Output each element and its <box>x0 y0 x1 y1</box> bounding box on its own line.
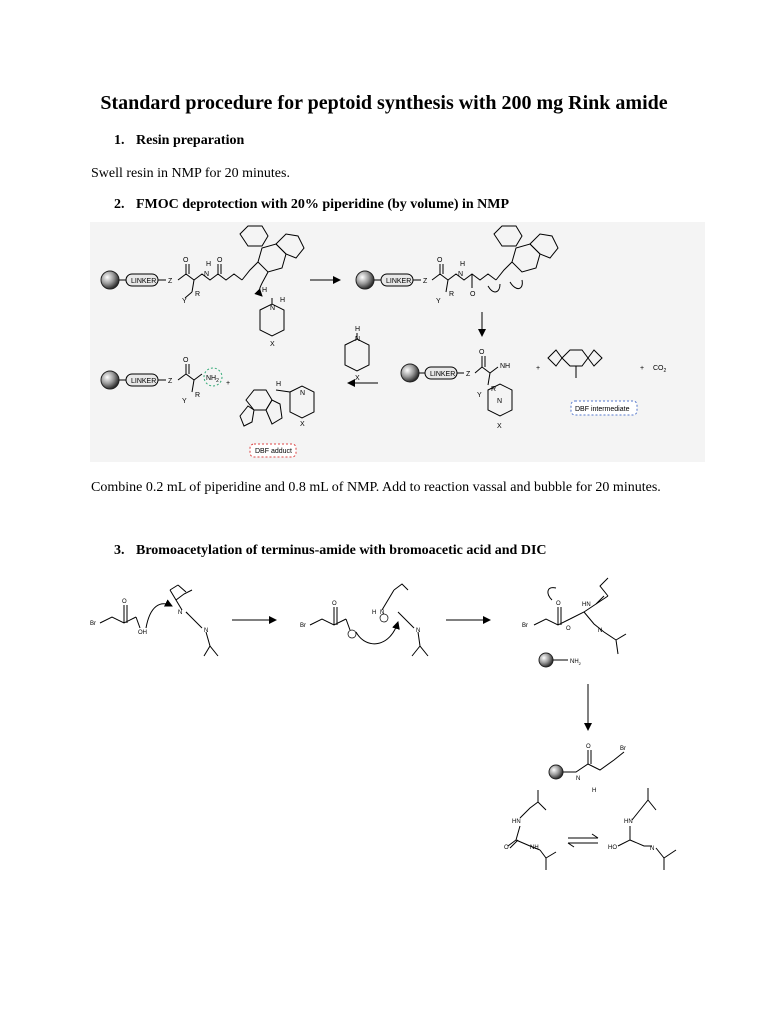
nh-label-s2: NH <box>530 845 539 851</box>
n2-label: N <box>270 305 276 312</box>
section-2-number: 2. <box>114 197 125 212</box>
o-label-s2e: O <box>586 744 591 750</box>
scheme2-isourea-tautomer <box>618 788 676 870</box>
br-label-3: Br <box>522 623 528 629</box>
o-label-2: O <box>437 257 443 264</box>
o-label-s2c: O <box>556 601 561 607</box>
co2-label: $CO_2$ <box>653 365 667 374</box>
equilibrium-arrows <box>568 834 598 847</box>
section-3-number: 3. <box>114 543 125 558</box>
n-label-s2b: N <box>204 628 209 634</box>
o3-label-2: O <box>470 291 476 298</box>
nh2-label-s2: $NH_2$ <box>570 659 581 666</box>
paragraph-swell-resin: Swell resin in NMP for 20 minutes. <box>91 166 290 181</box>
z-label-4: Z <box>168 378 173 385</box>
n-label-s2c: N <box>380 610 385 616</box>
scheme2-urea-labels <box>504 819 539 851</box>
n-label-s2e: N <box>598 628 603 634</box>
dbf-adduct-label: DBF adduct <box>255 448 292 455</box>
n-label-pip: N <box>355 336 361 343</box>
z-label: Z <box>168 278 173 285</box>
scheme2-intermediate-labels <box>300 601 420 634</box>
o2-label: O <box>217 257 223 264</box>
hn-label-2: HN <box>512 819 521 825</box>
plus-label-1: + <box>536 365 541 372</box>
r-label-2: R <box>449 291 455 298</box>
n-label-s2f: N <box>576 776 581 782</box>
x-label: X <box>270 341 275 348</box>
h-label-s2: H <box>372 610 377 616</box>
h-label-s2b: H <box>592 788 597 794</box>
h-label-pip: H <box>355 326 361 333</box>
o-label-s2f: O <box>504 845 509 851</box>
x-label-4: X <box>300 421 305 428</box>
n-label-s2a: N <box>178 610 183 616</box>
resin-bead <box>101 271 119 289</box>
n-label: N <box>204 271 210 278</box>
document-title: Standard procedure for peptoid synthesis with 200 mg Rink amide <box>100 92 668 114</box>
linker-label: LINKER <box>131 278 157 285</box>
z-label-3: Z <box>466 371 471 378</box>
z-label-2: Z <box>423 278 428 285</box>
y-label: Y <box>182 298 187 305</box>
paragraph-piperidine: Combine 0.2 mL of piperidine and 0.8 mL of NMP. Add to reaction vassal and bubble for 20 minutes. <box>91 480 661 495</box>
section-1-title: Resin preparation <box>136 133 245 148</box>
o-label-3: O <box>479 349 485 356</box>
hn-label-3: HN <box>624 819 633 825</box>
n-label-3: N <box>497 398 503 405</box>
plus-label-3: + <box>226 380 231 387</box>
plus-label-2: + <box>640 365 645 372</box>
o-label-s2d: O <box>566 626 571 632</box>
scheme2-ester-labels <box>522 601 602 666</box>
n-label-s2d: N <box>416 628 421 634</box>
br-label-4: Br <box>620 746 626 752</box>
o-label-s2b: O <box>332 601 337 607</box>
r-label-4: R <box>195 392 201 399</box>
linker-label-3: LINKER <box>430 371 456 378</box>
n-label-2: N <box>458 271 464 278</box>
scheme2-bromoacetic-acid <box>100 585 218 656</box>
r-label-3: R <box>491 386 497 393</box>
y-label-2: Y <box>436 298 441 305</box>
scheme2-intermediate <box>310 584 428 656</box>
n-label-4: N <box>300 390 306 397</box>
nh-label-3: NH <box>500 363 511 370</box>
scheme2-isourea-labels <box>608 819 654 852</box>
linker-label-4: LINKER <box>131 378 157 385</box>
section-2-title: FMOC deprotection with 20% piperidine (by volume) in NMP <box>136 197 510 212</box>
h4-label: H <box>280 297 286 304</box>
o-label-4: O <box>183 357 189 364</box>
h-label-2: H <box>460 261 466 268</box>
nh2-label: $NH_2$ <box>206 375 219 384</box>
ho-label: HO <box>608 845 617 851</box>
section-1-number: 1. <box>114 133 125 148</box>
h-label-4: H <box>276 381 282 388</box>
o-label-s2: O <box>122 599 127 605</box>
br-label-1: Br <box>90 621 96 627</box>
x-label-pip: X <box>355 375 360 382</box>
x-label-3: X <box>497 423 502 430</box>
scheme2-activated-ester <box>534 578 626 667</box>
h3-label: H <box>262 287 268 294</box>
y-label-3: Y <box>477 392 482 399</box>
negative-charge-icon <box>348 630 356 638</box>
section-3-title: Bromoacetylation of terminus-amide with bromoacetic acid and DIC <box>136 543 547 558</box>
linker-label-2: LINKER <box>386 278 412 285</box>
br-label-2: Br <box>300 623 306 629</box>
h-label: H <box>206 261 212 268</box>
r-label: R <box>195 291 201 298</box>
scheme2-urea-byproduct <box>508 790 556 870</box>
y-label-4: Y <box>182 398 187 405</box>
dbf-intermediate-label: DBF intermediate <box>575 406 630 413</box>
n-label-s2g: N <box>650 846 655 852</box>
oh-label: OH <box>138 630 147 636</box>
scheme2-bromoacetamide <box>549 750 624 779</box>
o-label: O <box>183 257 189 264</box>
hn-label-1: HN <box>582 602 591 608</box>
